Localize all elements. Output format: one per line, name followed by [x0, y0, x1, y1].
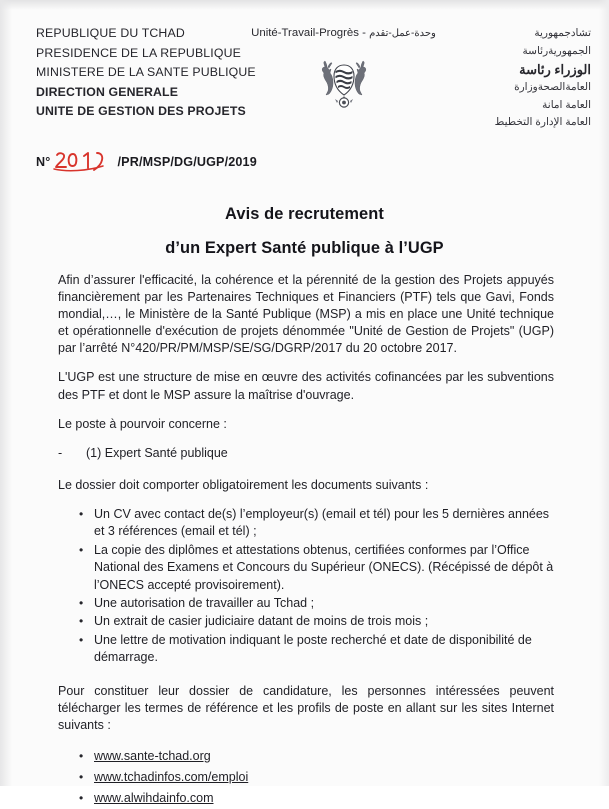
list-item	[58, 767, 554, 788]
arabic-line-3: الوزراء رئاسة	[519, 62, 591, 78]
website-list	[58, 746, 554, 809]
poste-list-item	[58, 445, 554, 462]
arabic-line-6: العامة الإدارة التخطيط	[494, 116, 591, 129]
handwritten-reference-number	[53, 150, 117, 172]
bullet-icon: •	[79, 506, 84, 521]
spacer-after-documents	[58, 668, 554, 683]
required-documents-list	[58, 506, 554, 667]
letterhead-line-direction-generale: DIRECTION GENERALE	[36, 84, 179, 99]
bullet-icon: •	[79, 790, 84, 805]
national-motto	[246, 26, 441, 41]
dash-marker: -	[58, 445, 63, 460]
paragraph-download-instructions: Pour constituer leur dossier de candidature, les personnes intéressées peuvent télécharger les termes de référence et les profils de poste en allant sur les sites Internet suivants :	[58, 683, 554, 732]
motto-french: Unité-Travail-Progrès -	[251, 27, 366, 39]
document-title	[0, 203, 609, 259]
title-line-1: Avis de recrutement	[225, 205, 384, 223]
paragraph-poste-intro: Le poste à pourvoir concerne :	[58, 416, 227, 431]
title-line-2: d’un Expert Santé publique à l’UGP	[165, 239, 444, 257]
emblem-container	[246, 57, 441, 109]
website-link-tchadinfos[interactable]: www.tchadinfos.com/emploi	[94, 769, 249, 784]
letterhead-line-republique: REPUBLIQUE DU TCHAD	[36, 26, 185, 40]
reference-suffix: /PR/MSP/DG/UGP/2019	[117, 155, 257, 169]
bullet-icon: •	[79, 632, 84, 647]
list-item-label: La copie des diplômes et attestations obtenus, certifiées conformes par l’Office National des Examens et Concours du Supérieur (ONECS). (Récépissé de dépôt à l’ONECS accepté provisoirement).	[94, 542, 554, 592]
list-item	[58, 506, 554, 541]
arabic-line-2: الجمهوريةرئاسة	[522, 44, 591, 57]
bullet-icon: •	[79, 542, 84, 557]
spacer-after-poste	[58, 462, 554, 477]
list-item	[58, 788, 554, 809]
list-item	[58, 542, 554, 594]
paragraph-intro: Afin d’assurer l'efficacité, la cohérence et la pérennité de la gestion des Projets appuyés financièrement par les Partenaires Techniques et Financiers (PTF) tels que Gavi, Fonds mondial,…, le Ministère de la Santé Publique (MSP) a mis en place une Unité technique et opérationnelle d'exécution de projets dénommée "Unité de Gestion de Projets" (UGP) par l’arrêté N°420/PR/PM/MSP/SE/SG/DGRP/2017 du 20 octobre 2017.	[58, 273, 554, 356]
letterhead-line-unite-gestion: UNITE DE GESTION DES PROJETS	[36, 104, 246, 119]
reference-prefix: N°	[36, 155, 51, 169]
bullet-icon: •	[79, 614, 84, 629]
paragraph-ugp-description: L'UGP est une structure de mise en œuvre des activités cofinancées par les subventions des PTF et dont le MSP assure la maîtrise d'ouvrage.	[58, 370, 554, 402]
list-item-label: Un extrait de casier judiciaire datant de moins de trois mois ;	[94, 614, 429, 629]
website-link-sante-tchad[interactable]: www.sante-tchad.org	[94, 748, 211, 763]
coat-of-arms-of-chad-icon	[316, 57, 372, 109]
list-item	[58, 613, 554, 630]
handwritten-digits-icon	[53, 150, 117, 172]
paragraph-dossier-intro: Le dossier doit comporter obligatoirement les documents suivants :	[58, 477, 429, 492]
arabic-line-5: العامة امانة	[542, 98, 591, 111]
list-item-label: Une lettre de motivation indiquant le poste recherché et date de disponibilité de démarrage.	[94, 632, 532, 665]
website-link-alwihdainfo[interactable]: www.alwihdainfo.com	[94, 790, 214, 805]
list-item-label: Une autorisation de travailler au Tchad ;	[94, 595, 315, 610]
document-reference-number	[36, 150, 257, 169]
arabic-line-1: تشادجمهورية	[534, 27, 591, 39]
bullet-icon: •	[79, 748, 84, 763]
document-body	[58, 272, 554, 809]
list-item	[58, 632, 554, 667]
bullet-icon: •	[79, 595, 84, 610]
list-item	[58, 595, 554, 612]
list-item-label: Un CV avec contact de(s) l’employeur(s) (email et tél) pour les 5 dernières années et 3 références (email et tél) ;	[94, 506, 550, 539]
letterhead	[0, 0, 609, 130]
list-item	[58, 746, 554, 767]
arabic-line-4: العامةالصحةوزارة	[514, 81, 591, 94]
letterhead-line-ministere: MINISTERE DE LA SANTE PUBLIQUE	[36, 65, 256, 80]
motto-arabic: وحدة-عمل-تقدم	[369, 28, 436, 39]
letterhead-line-presidence: PRESIDENCE DE LA REPUBLIQUE	[36, 45, 241, 60]
poste-item-label: (1) Expert Santé publique	[86, 445, 228, 460]
letterhead-arabic-block	[451, 25, 591, 132]
bullet-icon: •	[79, 769, 84, 784]
letterhead-center-block	[246, 26, 441, 109]
